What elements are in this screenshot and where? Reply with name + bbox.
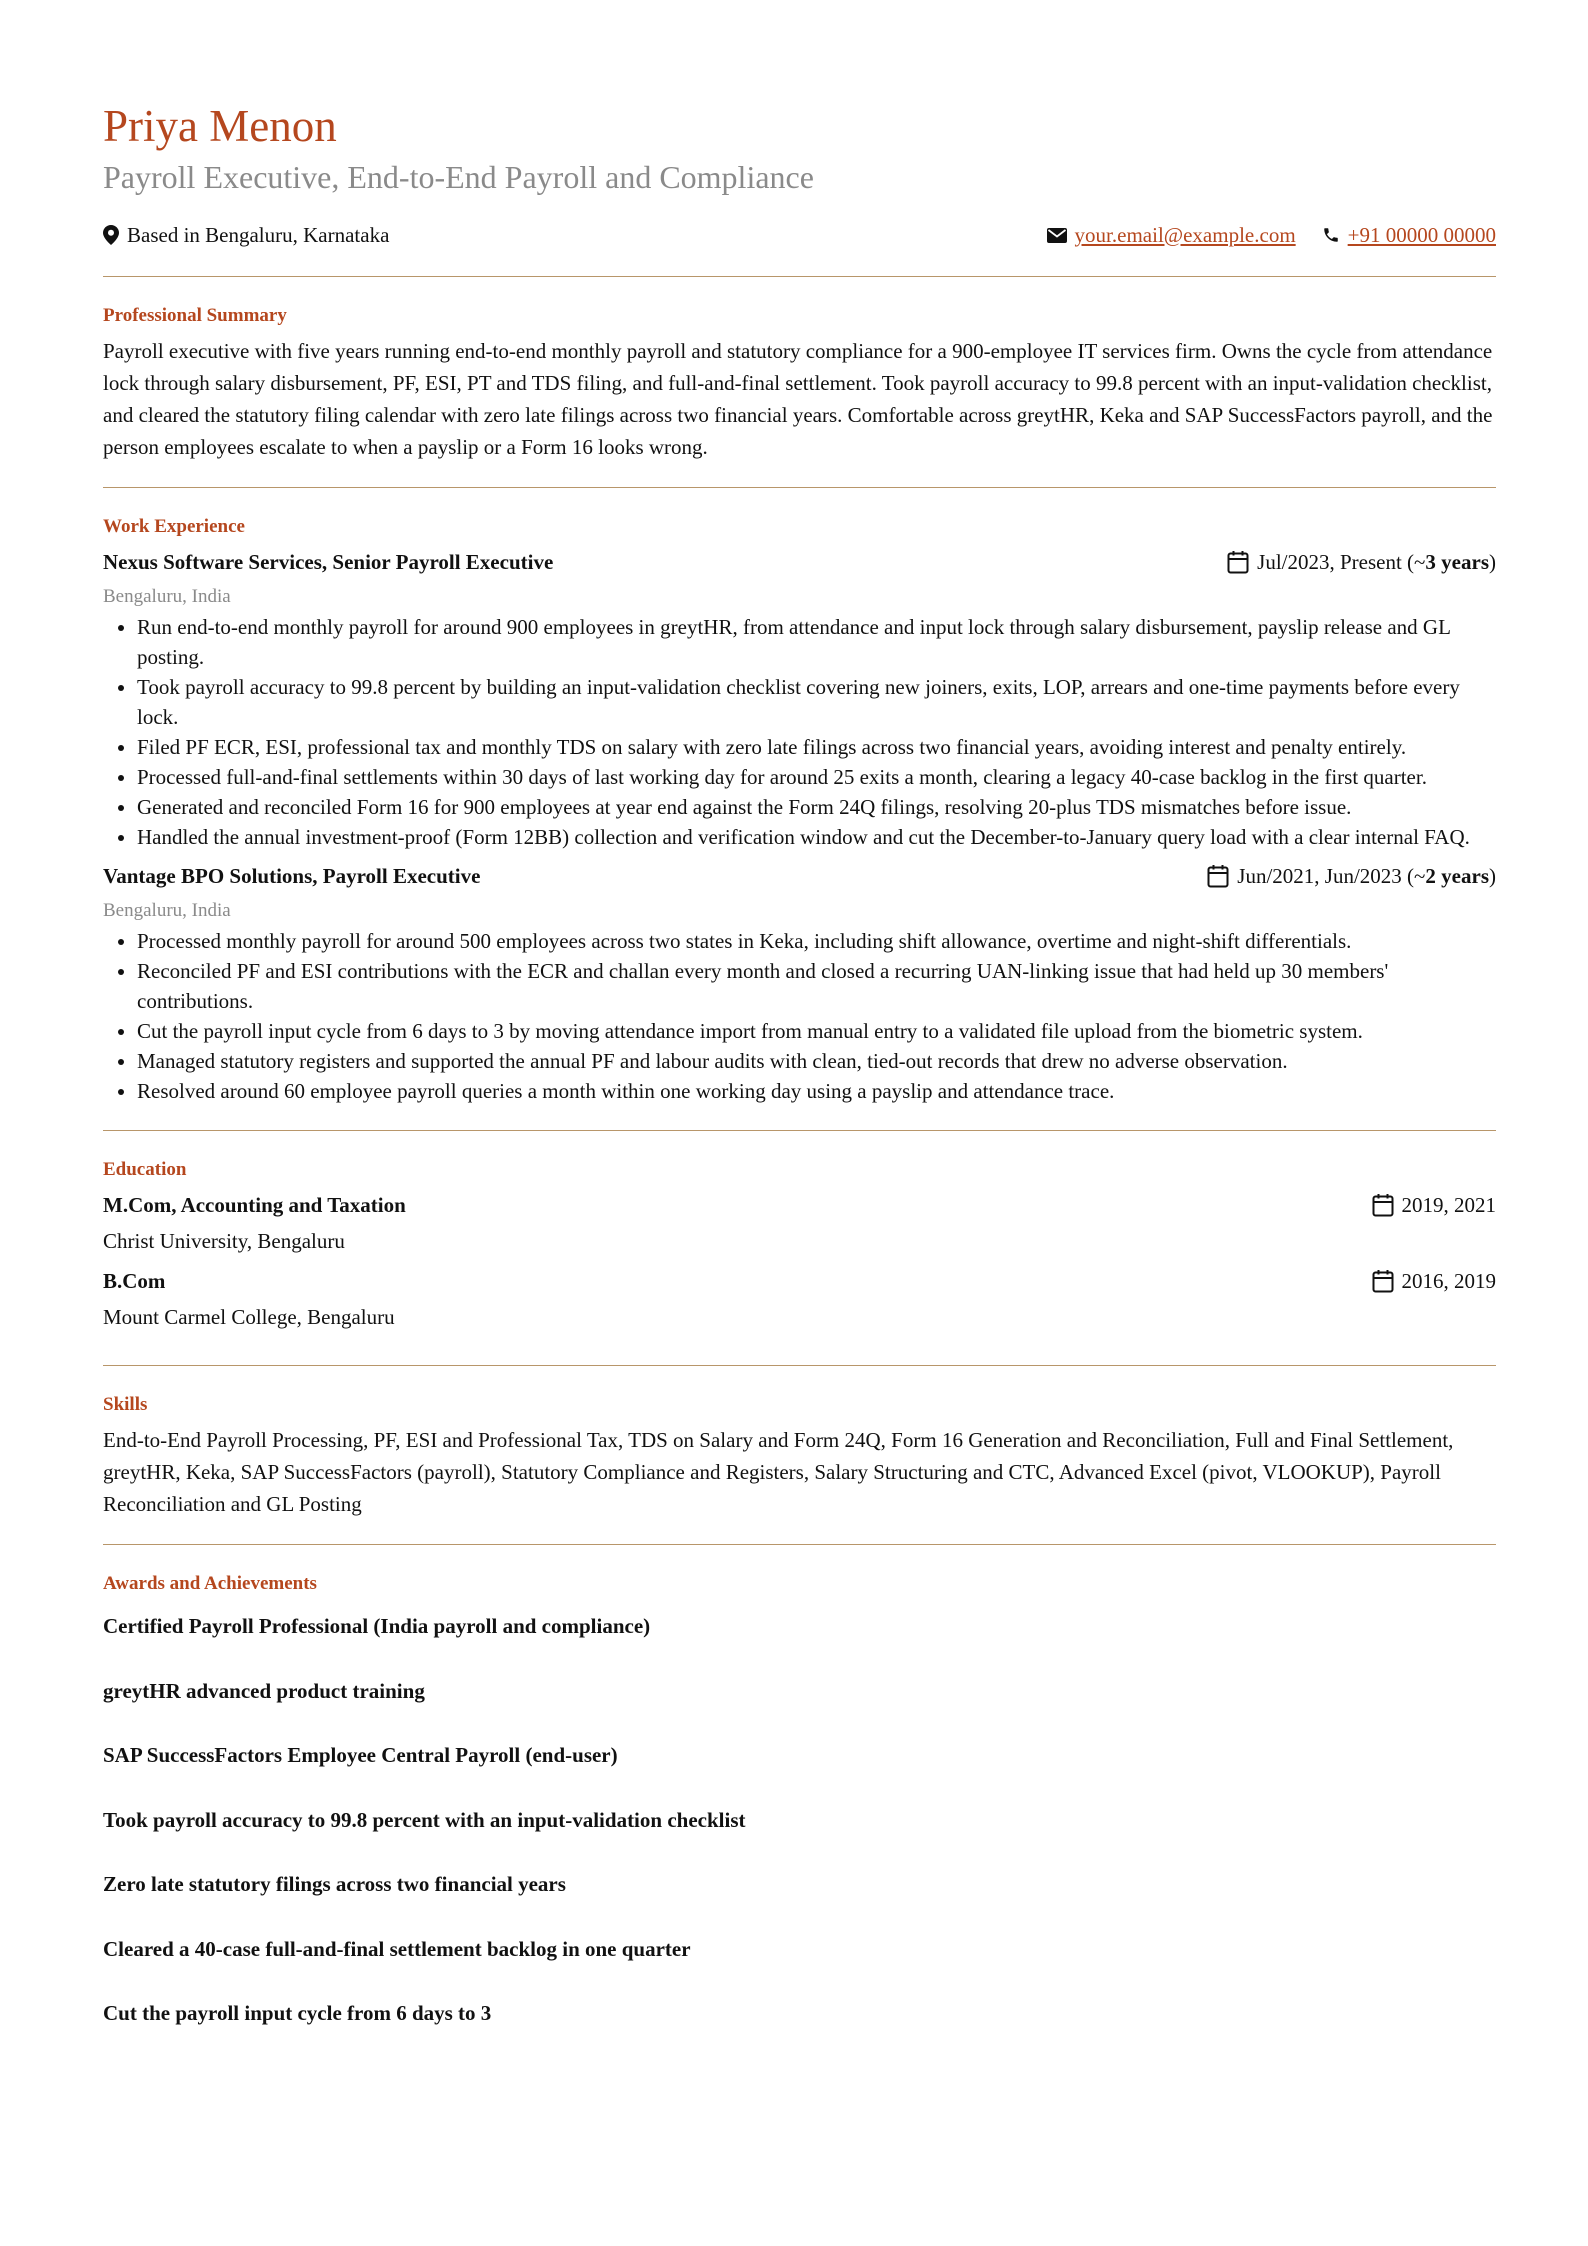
job-duration: 2 years: [1425, 864, 1489, 888]
list-item: • Cut the payroll input cycle from 6 days to 3 by moving attendance import from manual entry to a validated file upload from the biometric system.: [137, 1016, 1496, 1046]
award-item: Took payroll accuracy to 99.8 percent with an input-validation checklist: [103, 1807, 746, 1832]
job-title: Vantage BPO Solutions, Payroll Executive: [103, 864, 481, 888]
section-title: Awards and Achievements: [103, 1573, 317, 1594]
job-dates: Jun/2021, Jun/2023 (~ 2 years ): [1207, 860, 1496, 892]
award-item: SAP SuccessFactors Employee Central Payroll (end-user): [103, 1743, 618, 1767]
calendar-icon: [1372, 1193, 1394, 1217]
award-item: greytHR advanced product training: [103, 1678, 425, 1703]
section-title: Professional Summary: [103, 305, 287, 326]
email-item: [1047, 223, 1296, 248]
envelope-icon: [1047, 228, 1067, 243]
list-item: • Reconciled PF and ESI contributions with the ECR and challan every month and closed a recurring UAN-linking issue that had held up 30 members' contributions.: [137, 956, 1496, 1016]
calendar-icon: [1372, 1269, 1394, 1293]
list-item: • Filed PF ECR, ESI, professional tax and monthly TDS on salary with zero late filings across two financial years, avoiding interest and penalty entirely.: [137, 732, 1496, 762]
summary-text: Payroll executive with five years running end-to-end monthly payroll and statutory compliance for a 900-employee IT services firm. Owns the cycle from attendance lock through salary disbursement, PF, ESI, PT and TDS filing, and full-and-final settlement. Took payroll accuracy to 99.8 percent with an input-validation checklist, and cleared the statutory filing calendar with zero late filings across two financial years. Comfortable across greytHR, Keka and SAP SuccessFactors payroll, and the person employees escalate to when a payslip or a Form 16 looks wrong.: [103, 339, 1493, 459]
resume-header: [103, 96, 1496, 250]
experience-section: [103, 488, 1496, 1130]
calendar-icon: [1207, 864, 1229, 888]
awards-list: [103, 1611, 1496, 2028]
calendar-icon: [1227, 550, 1249, 574]
education-date-range: 2019, 2021: [1401, 1193, 1496, 1217]
section-title: Skills: [103, 1394, 148, 1415]
list-item: • Run end-to-end monthly payroll for around 900 employees in greytHR, from attendance and input lock through salary disbursement, payslip release and GL posting.: [137, 612, 1496, 672]
education-dates: [1372, 1265, 1497, 1297]
job-duration: 3 years: [1425, 550, 1489, 574]
list-item: • Managed statutory registers and supported the annual PF and labour audits with clean, tied-out records that drew no adverse observation.: [137, 1046, 1496, 1076]
award-item: Certified Payroll Professional (India payroll and compliance): [103, 1614, 651, 1638]
job-date-range: Jul/2023, Present (~: [1257, 550, 1426, 574]
job-entry: [103, 546, 1496, 852]
location-item: [103, 223, 389, 248]
job-role: Senior Payroll Executive: [332, 550, 554, 574]
section-title: Work Experience: [103, 516, 245, 537]
education-degree: B.Com: [103, 1269, 166, 1293]
education-institution: Mount Carmel College, Bengaluru: [103, 1305, 395, 1329]
skills-text: End-to-End Payroll Processing, PF, ESI and Professional Tax, TDS on Salary and Form 24Q, Form 16 Generation and Reconciliation, Full and Final Settlement, greytHR, Keka, SAP SuccessFactors (payroll), Statutory Compliance and Registers, Salary Structuring and CTC, Advanced Excel (pivot, VLOOKUP), Payroll Reconciliation and GL Posting: [103, 1428, 1454, 1516]
list-item: • Processed full-and-final settlements within 30 days of last working day for around 25 exits a month, clearing a legacy 40-case backlog in the first quarter.: [137, 762, 1496, 792]
candidate-headline: Payroll Executive, End-to-End Payroll and Compliance: [103, 159, 814, 195]
job-company: Vantage BPO Solutions: [103, 864, 313, 888]
email-link[interactable]: your.email@example.com: [1074, 222, 1296, 247]
job-dates: Jul/2023, Present (~ 3 years ): [1227, 546, 1496, 578]
award-item: Zero late statutory filings across two financial years: [103, 1872, 566, 1896]
list-item: • Took payroll accuracy to 99.8 percent by building an input-validation checklist covering new joiners, exits, LOP, arrears and one-time payments before every lock.: [137, 672, 1496, 732]
job-date-range: Jun/2021, Jun/2023 (~: [1237, 864, 1426, 888]
phone-link[interactable]: +91 00000 00000: [1347, 222, 1496, 247]
job-entry: [103, 860, 1496, 1106]
job-company: Nexus Software Services: [103, 550, 322, 574]
section-title: Education: [103, 1159, 187, 1180]
education-section: [103, 1131, 1496, 1365]
phone-icon: [1322, 226, 1340, 244]
map-pin-icon: [103, 225, 119, 245]
phone-item: [1322, 223, 1496, 248]
contact-row: [103, 220, 1496, 250]
list-item: • Resolved around 60 employee payroll queries a month within one working day using a payslip and attendance trace.: [137, 1076, 1496, 1106]
summary-section: [103, 277, 1496, 487]
education-date-range: 2016, 2019: [1401, 1269, 1496, 1293]
education-degree: M.Com, Accounting and Taxation: [103, 1193, 406, 1217]
awards-section: [103, 1545, 1496, 2087]
education-dates: [1372, 1189, 1497, 1221]
job-bullets: [103, 926, 1496, 1106]
list-item: • Processed monthly payroll for around 500 employees across two states in Keka, including shift allowance, overtime and night-shift differentials.: [137, 926, 1496, 956]
education-entry: [103, 1265, 1496, 1333]
list-item: • Generated and reconciled Form 16 for 900 employees at year end against the Form 24Q filings, resolving 20-plus TDS mismatches before issue.: [137, 792, 1496, 822]
job-role: Payroll Executive: [322, 864, 481, 888]
education-entry: [103, 1189, 1496, 1257]
award-item: Cut the payroll input cycle from 6 days to 3: [103, 2001, 492, 2025]
skills-section: [103, 1366, 1496, 1544]
location-text: Based in Bengaluru, Karnataka: [127, 222, 390, 247]
job-location: Bengaluru, India: [103, 586, 231, 607]
job-location: Bengaluru, India: [103, 900, 231, 921]
education-institution: Christ University, Bengaluru: [103, 1229, 345, 1253]
award-item: Cleared a 40-case full-and-final settlement backlog in one quarter: [103, 1936, 691, 1961]
job-bullets: [103, 612, 1496, 852]
list-item: • Handled the annual investment-proof (Form 12BB) collection and verification window and cut the December-to-January query load with a clear internal FAQ.: [137, 822, 1496, 852]
candidate-name: Priya Menon: [103, 101, 337, 151]
job-title: Nexus Software Services, Senior Payroll Executive: [103, 550, 554, 574]
